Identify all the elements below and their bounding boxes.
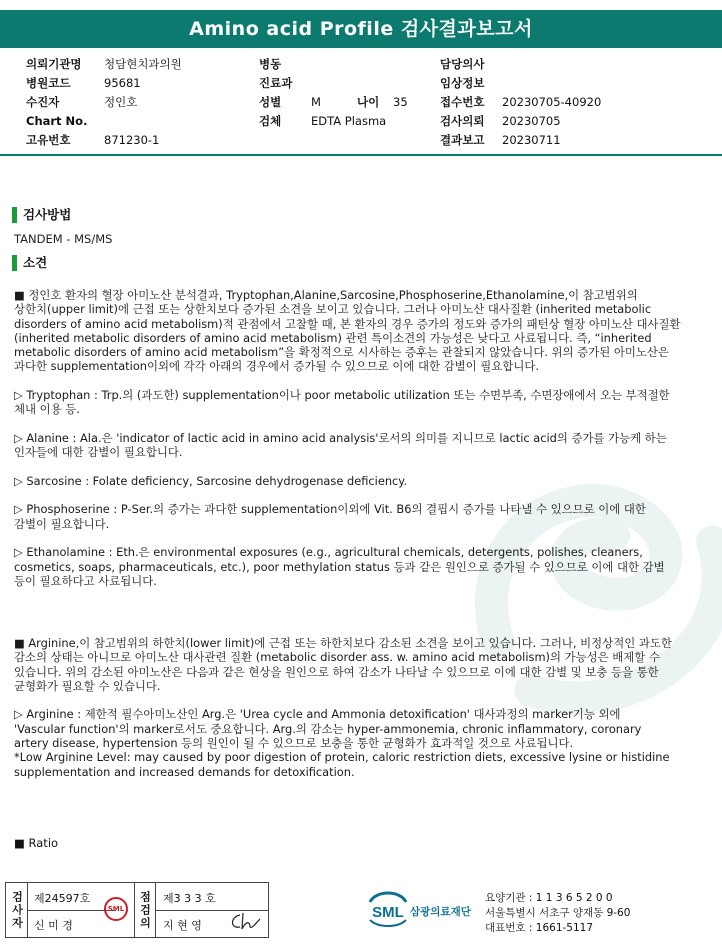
- findings-summary-increased: ■ 정인호 환자의 혈장 아미노산 분석결과, Tryptophan,Alanine,Sarcosine,Phosphoserine,Ethanolamine,이 참고범위의 상한치(upper limit)에 근접 또는 상한치보다 증가된 소견을 보이고 있습니다. 그러나 아미노산 대사질환 (inherited metabolic disorders of amino acid metabolism)적 관점에서 고찰할 때, 본 환자의 경우 증가의 정도와 증가의 패턴상 혈장 아미노산 대사질환 (inherited metabolic disorders of amino acid metabolism) 관련 특이소견의 가능성은 낮다고 사료됩니다. 즉, “inherited metabolic disorders of amino acid metabolism”을 확정적으로 시사하는 증후는 관찰되지 않았습니다. 위의 증가된 아미노산은 과다한 supplementation이외에 각각 아래의 경우에서 증가될 수 있으므로 이에 대한 감별이 필요합니다.: [14, 288, 681, 374]
- value-specimen: EDTA Plasma: [311, 114, 387, 128]
- institution-address: 서울특별시 서초구 양재동 9-60: [485, 907, 631, 919]
- info-column-1: [26, 57, 182, 152]
- tester-license-no: 제24597호: [34, 892, 91, 905]
- tester-stamp: SML: [104, 897, 128, 921]
- value-requesting-org: 청담현치과의원: [104, 57, 182, 71]
- method-heading: 검사방법: [12, 207, 71, 223]
- label-ward: 병동: [259, 57, 282, 71]
- findings-heading: 소견: [12, 255, 47, 271]
- method-value: TANDEM - MS/MS: [14, 232, 113, 246]
- institution-phone: 대표번호 : 1661-5117: [485, 922, 594, 934]
- checker-signature: [228, 911, 262, 933]
- finding-alanine: ▷ Alanine : Ala.은 'indicator of lactic acid in amino acid analysis'로서의 의미를 지니므로 lactic acid의 증가를 가능케 하는 인자들에 대한 감별이 필요합니다.: [14, 430, 667, 460]
- label-sex: 성별: [259, 95, 282, 109]
- sml-logo-icon: [366, 888, 410, 928]
- value-request-date: 20230705: [502, 114, 561, 128]
- label-receipt-no: 접수번호: [440, 95, 485, 109]
- signature-box: [5, 882, 269, 938]
- value-patient: 정인호: [104, 95, 138, 109]
- value-unique-no: 871230-1: [104, 133, 160, 147]
- value-age: 35: [393, 95, 408, 109]
- value-report-date: 20230711: [502, 133, 561, 147]
- value-receipt-no: 20230705-40920: [502, 95, 602, 109]
- label-doctor: 담당의사: [440, 57, 485, 71]
- ratio-heading: ■ Ratio: [14, 836, 59, 850]
- finding-phosphoserine: ▷ Phosphoserine : P-Ser.의 증가는 과다한 supplementation이외에 Vit. B6의 결핍시 증가를 나타낼 수 있으므로 이에 대한 감별이 필요합니다.: [14, 502, 646, 531]
- tester-divider: [28, 910, 116, 911]
- svg-text:SML: SML: [372, 904, 404, 921]
- label-request-date: 검사의뢰: [440, 114, 485, 128]
- org-name: 삼광의료재단: [410, 906, 471, 918]
- label-age: 나이: [357, 95, 380, 109]
- label-unique-no: 고유번호: [26, 133, 71, 147]
- header-divider: [0, 154, 722, 156]
- label-requesting-org: 의뢰기관명: [26, 57, 82, 71]
- finding-ethanolamine: ▷ Ethanolamine : Eth.은 environmental exposures (e.g., agricultural chemicals, detergents, polishes, cleaners, cosmetics, soaps, pharmaceuticals, etc.), poor methylation status 등과 같은 원인으로 증가될 수 있으므로 이에 대한 감별 등이 필요하다고 사료됩니다.: [14, 545, 665, 588]
- tester-label: 검사자: [6, 883, 28, 937]
- institution-code: 요양기관 : 1 1 3 6 5 2 0 0: [485, 892, 613, 904]
- findings-block-increased: [14, 288, 708, 588]
- label-hospital-code: 병원코드: [26, 76, 71, 90]
- checker-license-no: 제3 3 3 호: [163, 892, 216, 905]
- findings-summary-decreased: ■ Arginine,이 참고범위의 하한치(lower limit)에 근접 또는 하한치보다 감소된 소견을 보이고 있습니다. 그러나, 비정상적인 과도한 감소의 상태는 아니므로 아미노산 대사관련 질환 (metabolic disorder ass. w. amino acid metabolism)의 가능성은 배제할 수 있습니다. 위의 감소된 아미노산은 다음과 같은 현상을 원인으로 하여 감소가 나타날 수 있으므로 이에 대한 감별 및 보충 등을 통한 균형화가 필요할 수 있습니다.: [14, 636, 672, 693]
- label-patient: 수진자: [26, 95, 60, 109]
- checker-name: 지 현 영: [163, 919, 202, 932]
- label-clinical-info: 임상정보: [440, 76, 485, 90]
- finding-sarcosine: ▷ Sarcosine : Folate deficiency, Sarcosine dehydrogenase deficiency.: [14, 473, 408, 488]
- checker-label: 점검의: [134, 883, 156, 937]
- label-department: 진료과: [259, 76, 293, 90]
- report-title: Amino acid Profile 검사결과보고서: [0, 10, 722, 48]
- label-report-date: 결과보고: [440, 133, 485, 147]
- label-specimen: 검체: [259, 114, 282, 128]
- info-column-3: [440, 57, 601, 152]
- label-chart-no: Chart No.: [26, 114, 88, 128]
- value-hospital-code: 95681: [104, 76, 141, 90]
- finding-arginine: ▷ Arginine : 제한적 필수아미노산인 Arg.은 'Urea cycle and Ammonia detoxification' 대사과정의 marker기능 외에 'Vascular function'의 marker로서도 중요합니다. Arg.의 감소는 hyper-ammonemia, chronic inflammatory, coronary artery disease, hypertension 등의 원인이 될 수 있으므로 보충을 통한 균형화가 효과적일 것으로 사료됩니다. *Low Arginine Level: may caused by poor digestion of protein, caloric restriction diets, excessive lysine or histidine supplementation and increased demands for detoxification.: [14, 707, 670, 779]
- info-column-2: [259, 57, 408, 133]
- tester-name: 신 미 경: [34, 919, 73, 932]
- finding-tryptophan: ▷ Tryptophan : Trp.의 (과도한) supplementation이나 poor metabolic utilization 또는 수면부족, 수면장애에서 오는 부적절한 체내 이용 등.: [14, 388, 670, 417]
- value-sex: M: [311, 95, 321, 109]
- findings-block-decreased: [14, 636, 708, 779]
